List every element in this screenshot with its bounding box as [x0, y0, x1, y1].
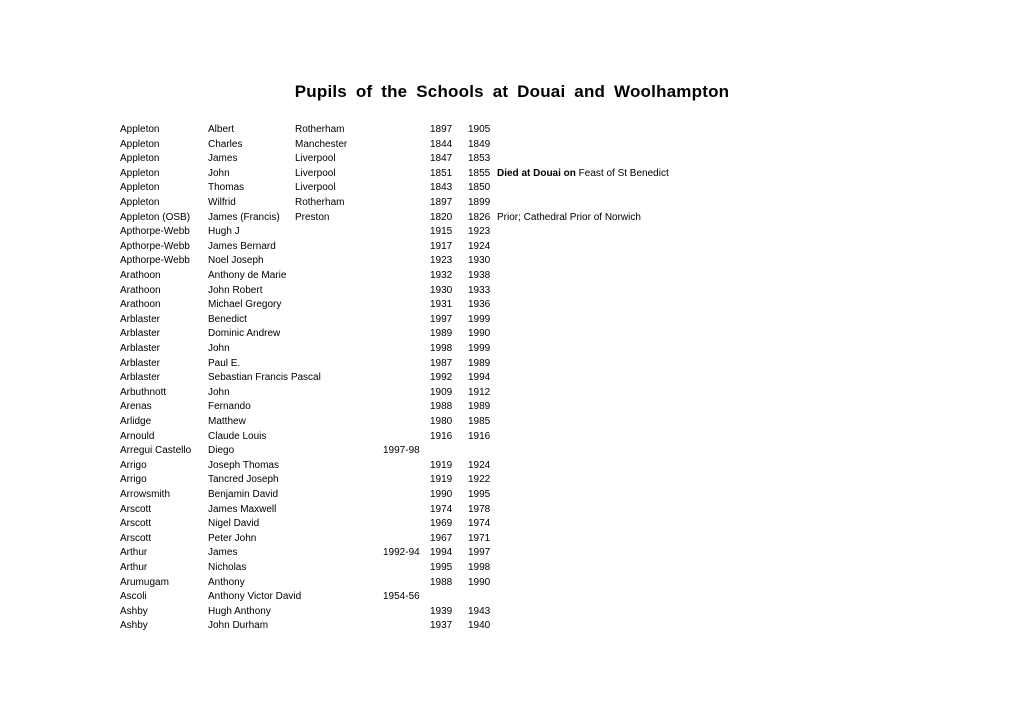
pupil-row: [0, 429, 1024, 444]
pupil-start-year: 1939: [430, 605, 453, 617]
pupil-start-year: 1917: [430, 240, 453, 252]
pupil-row: [0, 356, 1024, 371]
pupil-row: [0, 341, 1024, 356]
pupil-row: [0, 122, 1024, 137]
pupil-surname: Arnould: [120, 430, 155, 442]
pupil-row: [0, 575, 1024, 590]
pupil-start-year: 1997: [430, 313, 453, 325]
pupil-end-year: 1933: [468, 284, 491, 296]
pupil-forename: Dominic Andrew: [208, 328, 281, 340]
pupil-surname: Arscott: [120, 503, 152, 515]
pupil-row: [0, 487, 1024, 502]
pupil-year-range: 1992-94: [383, 547, 420, 559]
pupil-forename: Nigel David: [208, 518, 260, 530]
pupil-forename: Sebastian Francis Pascal: [208, 372, 321, 384]
pupil-forename: John: [208, 343, 230, 354]
pupil-row: [0, 618, 1024, 633]
pupil-end-year: 1855: [468, 167, 491, 179]
pupil-surname: Appleton: [120, 167, 160, 179]
pupil-start-year: 1909: [430, 386, 453, 398]
pupil-surname: Appleton: [120, 124, 160, 135]
pupil-forename: James Maxwell: [208, 503, 277, 515]
pupil-surname: Ashby: [120, 605, 148, 617]
page-title: Pupils of the Schools at Douai and Woolhampton: [294, 82, 730, 101]
pupil-row: [0, 472, 1024, 487]
pupil-note-rest: Prior; Cathedral Prior of Norwich: [497, 211, 641, 223]
pupil-end-year: 1985: [468, 416, 491, 427]
pupil-end-year: 1971: [468, 532, 491, 544]
pupil-place: Liverpool: [295, 153, 336, 165]
pupil-end-year: 1990: [468, 576, 491, 588]
pupil-forename: Hugh Anthony: [208, 605, 271, 617]
pupil-surname: Arenas: [120, 401, 152, 413]
pupil-row: [0, 268, 1024, 283]
pupil-end-year: 1923: [468, 226, 491, 238]
pupil-forename: Paul E.: [208, 357, 241, 369]
pupil-row: [0, 239, 1024, 254]
pupil-forename: James: [208, 547, 238, 559]
pupil-forename: Charles: [208, 138, 243, 150]
pupil-surname: Appleton: [120, 197, 160, 208]
pupil-surname: Ascoli: [120, 591, 147, 603]
pupil-end-year: 1899: [468, 197, 491, 208]
pupil-end-year: 1916: [468, 430, 491, 442]
pupil-forename: Anthony Victor David: [208, 591, 302, 603]
pupil-end-year: 1989: [468, 401, 491, 413]
pupil-end-year: 1936: [468, 299, 491, 311]
pupil-end-year: 1994: [468, 372, 491, 384]
pupil-forename: John Robert: [208, 284, 263, 296]
pupil-surname: Arathoon: [120, 270, 161, 281]
pupil-start-year: 1843: [430, 182, 453, 194]
pupil-surname: Arathoon: [120, 284, 161, 296]
pupil-row: [0, 399, 1024, 414]
pupil-end-year: 1930: [468, 255, 491, 267]
pupil-end-year: 1943: [468, 605, 491, 617]
pupil-start-year: 1844: [430, 138, 453, 150]
pupil-start-year: 1987: [430, 357, 453, 369]
pupil-row: [0, 531, 1024, 546]
pupil-row: [0, 385, 1024, 400]
pupil-start-year: 1937: [430, 620, 453, 632]
pupil-start-year: 1820: [430, 211, 453, 223]
pupil-row: [0, 312, 1024, 327]
pupil-end-year: 1997: [468, 547, 491, 559]
pupil-forename: Peter John: [208, 532, 257, 544]
pupil-row: [0, 253, 1024, 268]
pupil-row: [0, 137, 1024, 152]
pupil-place: Preston: [295, 211, 330, 223]
pupil-row: [0, 224, 1024, 239]
pupil-surname: Arathoon: [120, 299, 161, 311]
pupil-start-year: 1994: [430, 547, 453, 559]
pupil-row: [0, 443, 1024, 458]
pupil-forename: Noel Joseph: [208, 255, 264, 267]
pupil-place: Rotherham: [295, 124, 345, 135]
pupil-end-year: 1905: [468, 124, 491, 135]
pupil-surname: Arrigo: [120, 474, 147, 486]
pupil-surname: Arumugam: [120, 576, 169, 588]
pupil-end-year: 1995: [468, 489, 491, 500]
pupil-surname: Arlidge: [120, 416, 152, 427]
pupil-place: Rotherham: [295, 197, 345, 208]
pupil-end-year: 1924: [468, 459, 491, 471]
pupil-start-year: 1989: [430, 328, 453, 340]
pupil-row: [0, 545, 1024, 560]
pupil-end-year: 1853: [468, 153, 491, 165]
pupil-forename: James Bernard: [208, 240, 276, 252]
pupil-surname: Arthur: [120, 547, 148, 559]
pupil-forename: Benedict: [208, 313, 247, 325]
pupil-place: Liverpool: [295, 167, 336, 179]
pupil-table: [0, 122, 1024, 642]
pupil-row: [0, 560, 1024, 575]
pupil-row: [0, 370, 1024, 385]
pupil-forename: Diego: [208, 445, 235, 457]
pupil-surname: Arblaster: [120, 328, 161, 340]
pupil-forename: Anthony de Marie: [208, 270, 287, 281]
pupil-start-year: 1851: [430, 167, 453, 179]
pupil-surname: Arthur: [120, 562, 148, 573]
pupil-end-year: 1850: [468, 182, 491, 194]
pupil-surname: Ashby: [120, 620, 148, 632]
pupil-start-year: 1919: [430, 459, 453, 471]
pupil-start-year: 1897: [430, 197, 453, 208]
pupil-surname: Arregui Castello: [120, 445, 192, 457]
pupil-forename: Hugh J: [208, 226, 240, 238]
pupil-surname: Arblaster: [120, 343, 161, 354]
pupil-forename: James: [208, 153, 238, 165]
pupil-start-year: 1998: [430, 343, 453, 354]
pupil-row: [0, 502, 1024, 517]
pupil-row: [0, 210, 1024, 225]
pupil-start-year: 1916: [430, 430, 453, 442]
pupil-row: [0, 516, 1024, 531]
pupil-surname: Apthorpe-Webb: [120, 240, 190, 252]
pupil-end-year: 1999: [468, 313, 491, 325]
pupil-end-year: 1938: [468, 270, 491, 281]
pupil-surname: Appleton: [120, 138, 160, 150]
pupil-forename: Tancred Joseph: [208, 474, 279, 486]
pupil-end-year: 1940: [468, 620, 491, 632]
pupil-start-year: 1931: [430, 299, 453, 311]
pupil-row: [0, 458, 1024, 473]
pupil-start-year: 1990: [430, 489, 453, 500]
pupil-start-year: 1974: [430, 503, 453, 515]
pupil-row: [0, 283, 1024, 298]
pupil-end-year: 1990: [468, 328, 491, 340]
pupil-start-year: 1923: [430, 255, 453, 267]
pupil-forename: Claude Louis: [208, 430, 267, 442]
pupil-forename: Wilfrid: [208, 197, 236, 208]
pupil-surname: Appleton: [120, 153, 160, 165]
pupil-end-year: 1974: [468, 518, 491, 530]
pupil-forename: John: [208, 167, 230, 179]
pupil-surname: Appleton (OSB): [120, 211, 191, 223]
pupil-forename: Benjamin David: [208, 489, 279, 500]
pupil-start-year: 1969: [430, 518, 453, 530]
pupil-start-year: 1897: [430, 124, 453, 135]
pupil-forename: James (Francis): [208, 211, 280, 223]
pupil-row: [0, 297, 1024, 312]
pupil-note-rest: Feast of St Benedict: [578, 167, 669, 179]
pupil-end-year: 1826: [468, 211, 491, 223]
pupil-start-year: 1988: [430, 401, 453, 413]
pupil-surname: Apthorpe-Webb: [120, 226, 190, 238]
pupil-end-year: 1999: [468, 343, 491, 354]
pupil-forename: Thomas: [208, 182, 245, 194]
pupil-start-year: 1967: [430, 532, 453, 544]
pupil-start-year: 1847: [430, 153, 453, 165]
pupil-end-year: 1912: [468, 386, 491, 398]
pupil-forename: Nicholas: [208, 562, 247, 573]
pupil-end-year: 1998: [468, 562, 491, 573]
pupil-end-year: 1989: [468, 357, 491, 369]
pupil-place: Liverpool: [295, 182, 336, 194]
pupil-forename: John: [208, 386, 230, 398]
pupil-row: [0, 195, 1024, 210]
pupil-row: [0, 166, 1024, 181]
pupil-forename: Matthew: [208, 416, 246, 427]
pupil-row: [0, 589, 1024, 604]
pupil-forename: Fernando: [208, 401, 251, 413]
pupil-surname: Arblaster: [120, 313, 161, 325]
pupil-forename: Albert: [208, 124, 235, 135]
pupil-place: Manchester: [295, 138, 348, 150]
pupil-surname: Apthorpe-Webb: [120, 255, 190, 267]
pupil-row: [0, 414, 1024, 429]
pupil-start-year: 1988: [430, 576, 453, 588]
pupil-start-year: 1995: [430, 562, 453, 573]
pupil-surname: Arrowsmith: [120, 489, 171, 500]
pupil-note-bold: Died at Douai on: [497, 167, 579, 179]
pupil-start-year: 1915: [430, 226, 453, 238]
pupil-end-year: 1922: [468, 474, 491, 486]
pupil-surname: Arblaster: [120, 357, 161, 369]
pupil-end-year: 1978: [468, 503, 491, 515]
pupil-surname: Appleton: [120, 182, 160, 194]
pupil-start-year: 1932: [430, 270, 453, 281]
pupil-surname: Arscott: [120, 532, 152, 544]
pupil-row: [0, 326, 1024, 341]
pupil-forename: Anthony: [208, 576, 245, 588]
pupil-forename: Michael Gregory: [208, 299, 282, 311]
pupil-forename: John Durham: [208, 620, 269, 632]
pupil-start-year: 1992: [430, 372, 453, 384]
pupil-end-year: 1849: [468, 138, 491, 150]
pupil-note: [497, 166, 669, 181]
pupil-surname: Arrigo: [120, 459, 147, 471]
pupil-row: [0, 151, 1024, 166]
pupil-surname: Arscott: [120, 518, 152, 530]
pupil-year-range: 1954-56: [383, 591, 420, 603]
pupil-start-year: 1919: [430, 474, 453, 486]
pupil-surname: Arblaster: [120, 372, 161, 384]
pupil-row: [0, 604, 1024, 619]
pupil-start-year: 1980: [430, 416, 453, 427]
pupil-note: [497, 210, 641, 225]
pupil-end-year: 1924: [468, 240, 491, 252]
pupil-surname: Arbuthnott: [120, 386, 167, 398]
pupil-year-range: 1997-98: [383, 445, 420, 457]
pupil-row: [0, 180, 1024, 195]
pupil-forename: Joseph Thomas: [208, 459, 279, 471]
pupil-start-year: 1930: [430, 284, 453, 296]
